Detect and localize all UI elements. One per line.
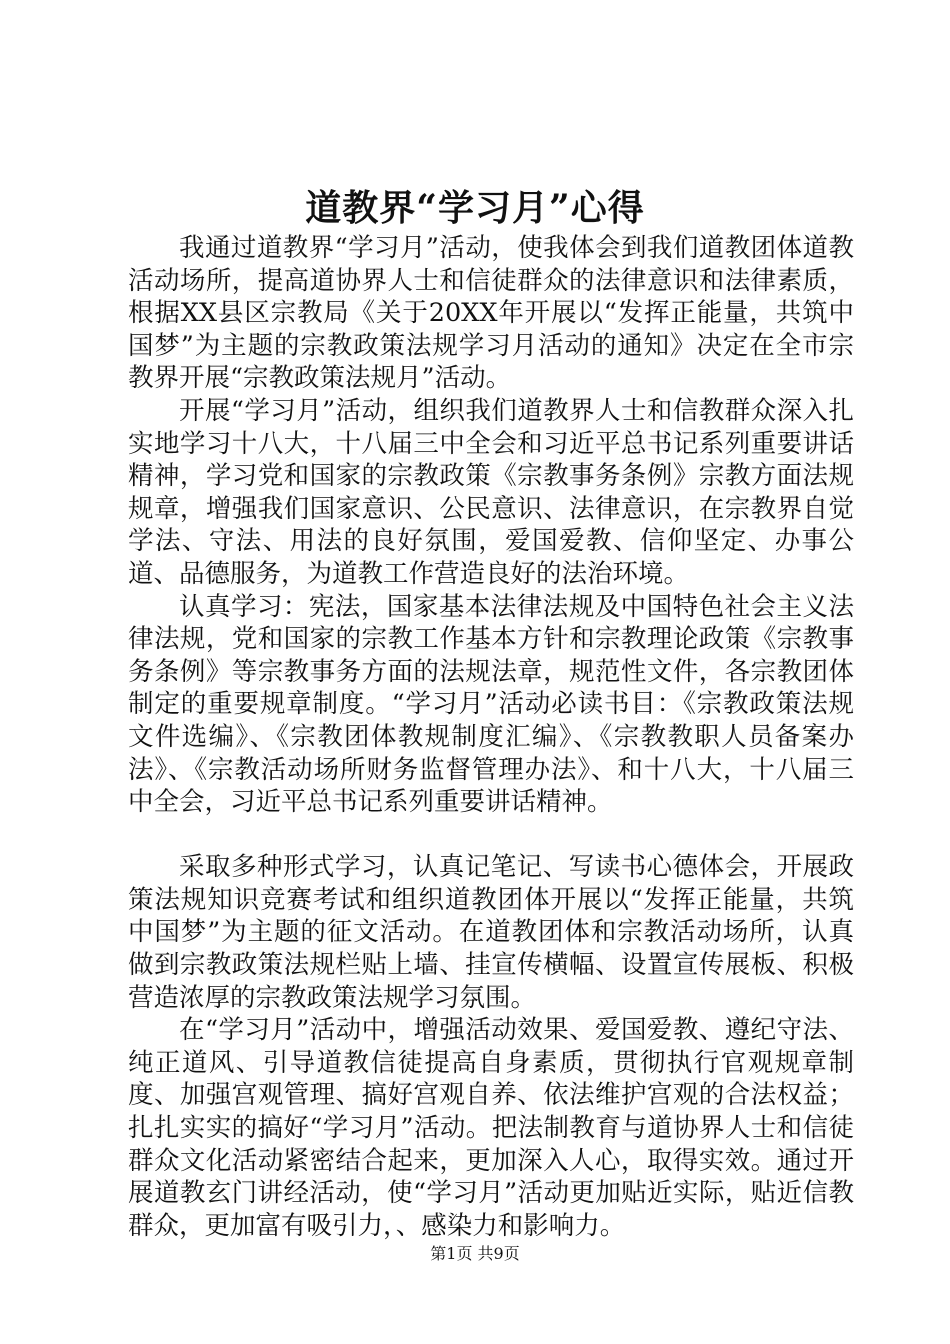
paragraph-3: 认真学习：宪法，国家基本法律法规及中国特色社会主义法律法规，党和国家的宗教工作基本方针和宗教理论政策《宗教事务条例》等宗教事务方面的法规法章，规范性文件，各宗教团体制定的重要规章制度。“学习月”活动必读书目：《宗教政策法规文件选编》、《宗教团体教规制度汇编》、《宗教教职人员备案办法》、《宗教活动场所财务监督管理办法》、和十八大，十八届三中全会，习近平总书记系列重要讲话精神。 <box>128 591 854 818</box>
page-number-footer: 第1页 共9页 <box>430 1244 520 1263</box>
paragraph-1: 我通过道教界“学习月”活动，使我体会到我们道教团体道教活动场所，提高道协界人士和信徒群众的法律意识和法律素质，根据XX县区宗教局《关于20XX年开展以“发挥正能量，共筑中国梦”为主题的宗教政策法规学习月活动的通知》决定在全市宗教界开展“宗教政策法规月”活动。 <box>128 233 854 394</box>
document-body <box>128 232 854 1242</box>
paragraph-spacer <box>128 819 854 852</box>
paragraph-2: 开展“学习月”活动，组织我们道教界人士和信教群众深入扎实地学习十八大，十八届三中全会和习近平总书记系列重要讲话精神，学习党和国家的宗教政策《宗教事务条例》宗教方面法规规章，增强我们国家意识、公民意识、法律意识，在宗教界自觉学法、守法、用法的良好氛围，爱国爱教、信仰坚定、办事公道、品德服务，为道教工作营造良好的法治环境。 <box>128 395 854 589</box>
paragraph-4: 采取多种形式学习，认真记笔记、写读书心德体会，开展政策法规知识竞赛考试和组织道教团体开展以“发挥正能量，共筑中国梦”为主题的征文活动。在道教团体和宗教活动场所，认真做到宗教政策法规栏贴上墙、挂宣传横幅、设置宣传展板、积极营造浓厚的宗教政策法规学习氛围。 <box>128 852 854 1013</box>
paragraph-5: 在“学习月”活动中，增强活动效果、爱国爱教、遵纪守法、纯正道风、引导道教信徒提高自身素质，贯彻执行官观规章制度、加强宫观管理、搞好宫观自养、依法维护宫观的合法权益；扎扎实实的搞好“学习月”活动。把法制教育与道协界人士和信徒群众文化活动紧密结合起来，更加深入人心，取得实效。通过开展道教玄门讲经活动，使“学习月”活动更加贴近实际，贴近信教群众，更加富有吸引力，、感染力和影响力。 <box>128 1015 854 1241</box>
document-title: 道教界“学习月”心得 <box>305 187 645 229</box>
